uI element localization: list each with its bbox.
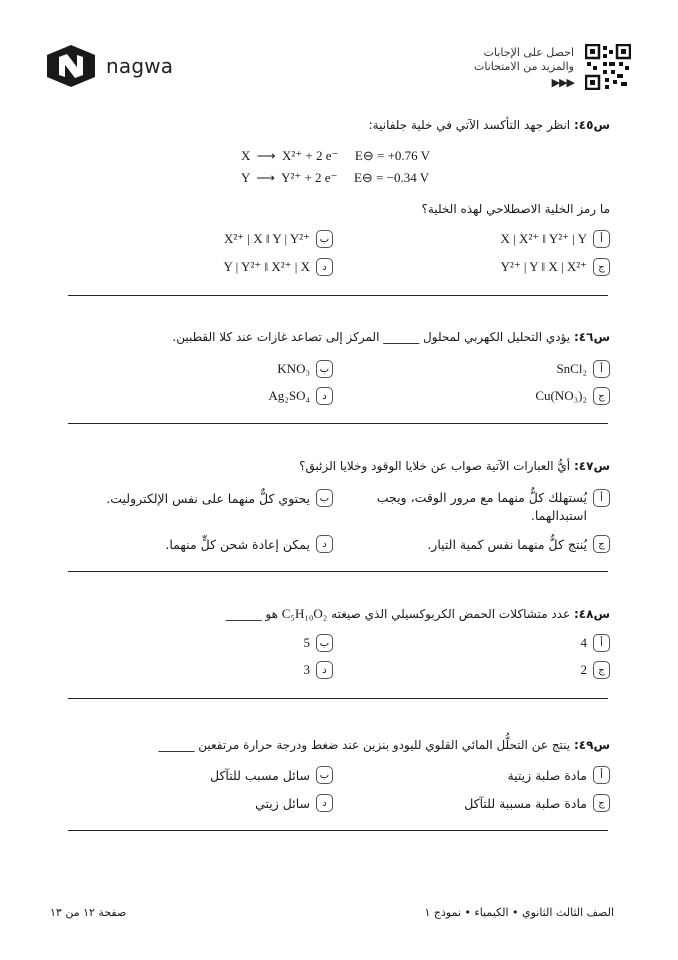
page-number: صفحة ١٢ من ١٣ bbox=[50, 906, 127, 919]
formula: C₅H₁₀O₂ bbox=[281, 606, 328, 621]
option-text: Ag₂SO₄ bbox=[268, 388, 310, 403]
option-letter: ج bbox=[593, 258, 610, 276]
option-text: Y | Y²⁺ ‖ X²⁺ | X bbox=[223, 259, 310, 274]
option-letter: ج bbox=[593, 387, 610, 405]
option-c[interactable] bbox=[427, 535, 610, 553]
option-text: KNO₃ bbox=[277, 361, 310, 376]
question-48 bbox=[226, 606, 610, 622]
question-text: انظر جهد التأكسد الآتي في خلية جلفانية: bbox=[368, 118, 571, 132]
option-c[interactable] bbox=[581, 661, 611, 679]
divider bbox=[68, 698, 608, 699]
question-subtext: ما رمز الخلية الاصطلاحي لهذه الخلية؟ bbox=[421, 202, 610, 216]
question-text: يؤدي التحليل الكهربي لمحلول ______ المركز إلى تصاعد غازات عند كلا القطبين. bbox=[172, 330, 571, 344]
option-text-line-1: يُستهلك كلٌّ منهما مع مرور الوقت، ويجب bbox=[376, 490, 587, 505]
eq-potential: E⊖ = −0.34 V bbox=[353, 170, 430, 185]
question-text: ينتج عن التحلُّل المائي القلوي لليودو بنزين عند ضغط ودرجة حرارة مرتفعين ______ bbox=[158, 738, 571, 752]
option-letter: ب bbox=[316, 489, 333, 507]
option-letter: أ bbox=[593, 634, 610, 652]
option-letter: ب bbox=[316, 634, 333, 652]
option-letter: ج bbox=[593, 661, 610, 679]
question-47 bbox=[299, 459, 610, 473]
equation-2 bbox=[241, 170, 429, 186]
option-text: X | X²⁺ ‖ Y²⁺ | Y bbox=[500, 231, 587, 246]
promo-line-1: احصل على الإجابات bbox=[483, 46, 574, 59]
divider bbox=[68, 830, 608, 831]
question-45 bbox=[369, 118, 610, 132]
option-a[interactable] bbox=[556, 360, 610, 378]
eq-lhs: X bbox=[241, 148, 251, 163]
question-text-before: عدد متشاكلات الحمض الكربوكسيلي الذي صيغته bbox=[331, 607, 571, 621]
option-letter: أ bbox=[593, 766, 610, 784]
option-c[interactable] bbox=[501, 258, 610, 276]
option-text: SnCl₂ bbox=[556, 361, 587, 376]
option-text: 2 bbox=[580, 662, 587, 677]
option-text-line-2: استبدالهما. bbox=[530, 508, 587, 523]
equation-1 bbox=[241, 148, 430, 164]
option-text: يمكن إعادة شحن كلٍّ منهما. bbox=[165, 536, 310, 552]
option-a[interactable] bbox=[501, 230, 610, 248]
arrow-icon: ⟶ bbox=[253, 148, 279, 163]
option-text: مادة صلبة مسببة للتآكل bbox=[464, 795, 587, 811]
option-text bbox=[377, 489, 587, 525]
question-49 bbox=[158, 738, 610, 752]
option-letter: أ bbox=[593, 489, 610, 507]
footer-course: الصف الثالث الثانوي • الكيمياء • نموذج ١ bbox=[424, 906, 614, 919]
option-letter: ج bbox=[593, 794, 610, 812]
option-text: 3 bbox=[303, 662, 310, 677]
option-c[interactable] bbox=[535, 387, 610, 405]
option-letter: د bbox=[316, 794, 333, 812]
option-d[interactable] bbox=[255, 794, 333, 812]
question-number: س٤٨: bbox=[573, 607, 610, 621]
option-letter: د bbox=[316, 661, 333, 679]
divider bbox=[68, 295, 608, 296]
option-text: 5 bbox=[303, 635, 310, 650]
option-b[interactable] bbox=[304, 634, 334, 652]
option-letter: د bbox=[316, 387, 333, 405]
option-c[interactable] bbox=[464, 794, 610, 812]
option-b[interactable] bbox=[210, 766, 333, 784]
option-a[interactable] bbox=[377, 489, 610, 525]
option-d[interactable] bbox=[224, 258, 333, 276]
option-text: Cu(NO₃)₂ bbox=[535, 388, 587, 403]
option-text: يحتوي كلٌّ منهما على نفس الإلكتروليت. bbox=[106, 490, 310, 506]
option-b[interactable] bbox=[277, 360, 333, 378]
qr-code-icon[interactable] bbox=[585, 44, 631, 90]
divider bbox=[68, 571, 608, 572]
eq-lhs: Y bbox=[241, 170, 250, 185]
option-letter: د bbox=[316, 258, 333, 276]
eq-rhs: Y²⁺ + 2 e⁻ bbox=[281, 170, 338, 185]
question-number: س٤٦: bbox=[573, 330, 610, 344]
option-letter: أ bbox=[593, 360, 610, 378]
question-number: س٤٥: bbox=[573, 118, 610, 132]
promo-line-2: والمزيد من الامتحانات bbox=[473, 60, 574, 73]
option-text: 4 bbox=[580, 635, 587, 650]
option-text: سائل زيتي bbox=[255, 795, 310, 811]
option-d[interactable] bbox=[268, 387, 333, 405]
option-letter: ب bbox=[316, 230, 333, 248]
option-d[interactable] bbox=[165, 535, 333, 553]
divider bbox=[68, 423, 608, 424]
question-number: س٤٧: bbox=[573, 459, 610, 473]
question-text: أيُّ العبارات الآتية صواب عن خلايا الوقود وخلايا الزئبق؟ bbox=[299, 459, 571, 473]
option-letter: د bbox=[316, 535, 333, 553]
option-a[interactable] bbox=[507, 766, 610, 784]
option-text: مادة صلبة زيتية bbox=[507, 767, 587, 783]
arrows-icon: ▶▶▶ bbox=[551, 76, 574, 89]
question-number: س٤٩: bbox=[573, 738, 610, 752]
option-text: سائل مسبب للتآكل bbox=[209, 767, 310, 783]
option-letter: ج bbox=[593, 535, 610, 553]
option-d[interactable] bbox=[304, 661, 334, 679]
option-a[interactable] bbox=[581, 634, 611, 652]
eq-rhs: X²⁺ + 2 e⁻ bbox=[282, 148, 339, 163]
option-b[interactable] bbox=[106, 489, 333, 507]
option-letter: ب bbox=[316, 766, 333, 784]
eq-potential: E⊖ = +0.76 V bbox=[354, 148, 431, 163]
option-text: X²⁺ | X ‖ Y | Y²⁺ bbox=[224, 231, 310, 246]
option-letter: ب bbox=[316, 360, 333, 378]
nagwa-logo-icon bbox=[47, 45, 95, 87]
option-letter: أ bbox=[593, 230, 610, 248]
arrow-icon: ⟶ bbox=[253, 170, 279, 185]
brand-name: nagwa bbox=[106, 54, 174, 78]
question-46 bbox=[172, 330, 610, 344]
option-text: Y²⁺ | Y ‖ X | X²⁺ bbox=[500, 259, 587, 274]
question-text-after: هو ______ bbox=[225, 607, 278, 621]
option-text: يُنتج كلٌّ منهما نفس كمية التيار. bbox=[427, 536, 587, 552]
promo-text bbox=[474, 46, 574, 74]
option-b[interactable] bbox=[224, 230, 333, 248]
